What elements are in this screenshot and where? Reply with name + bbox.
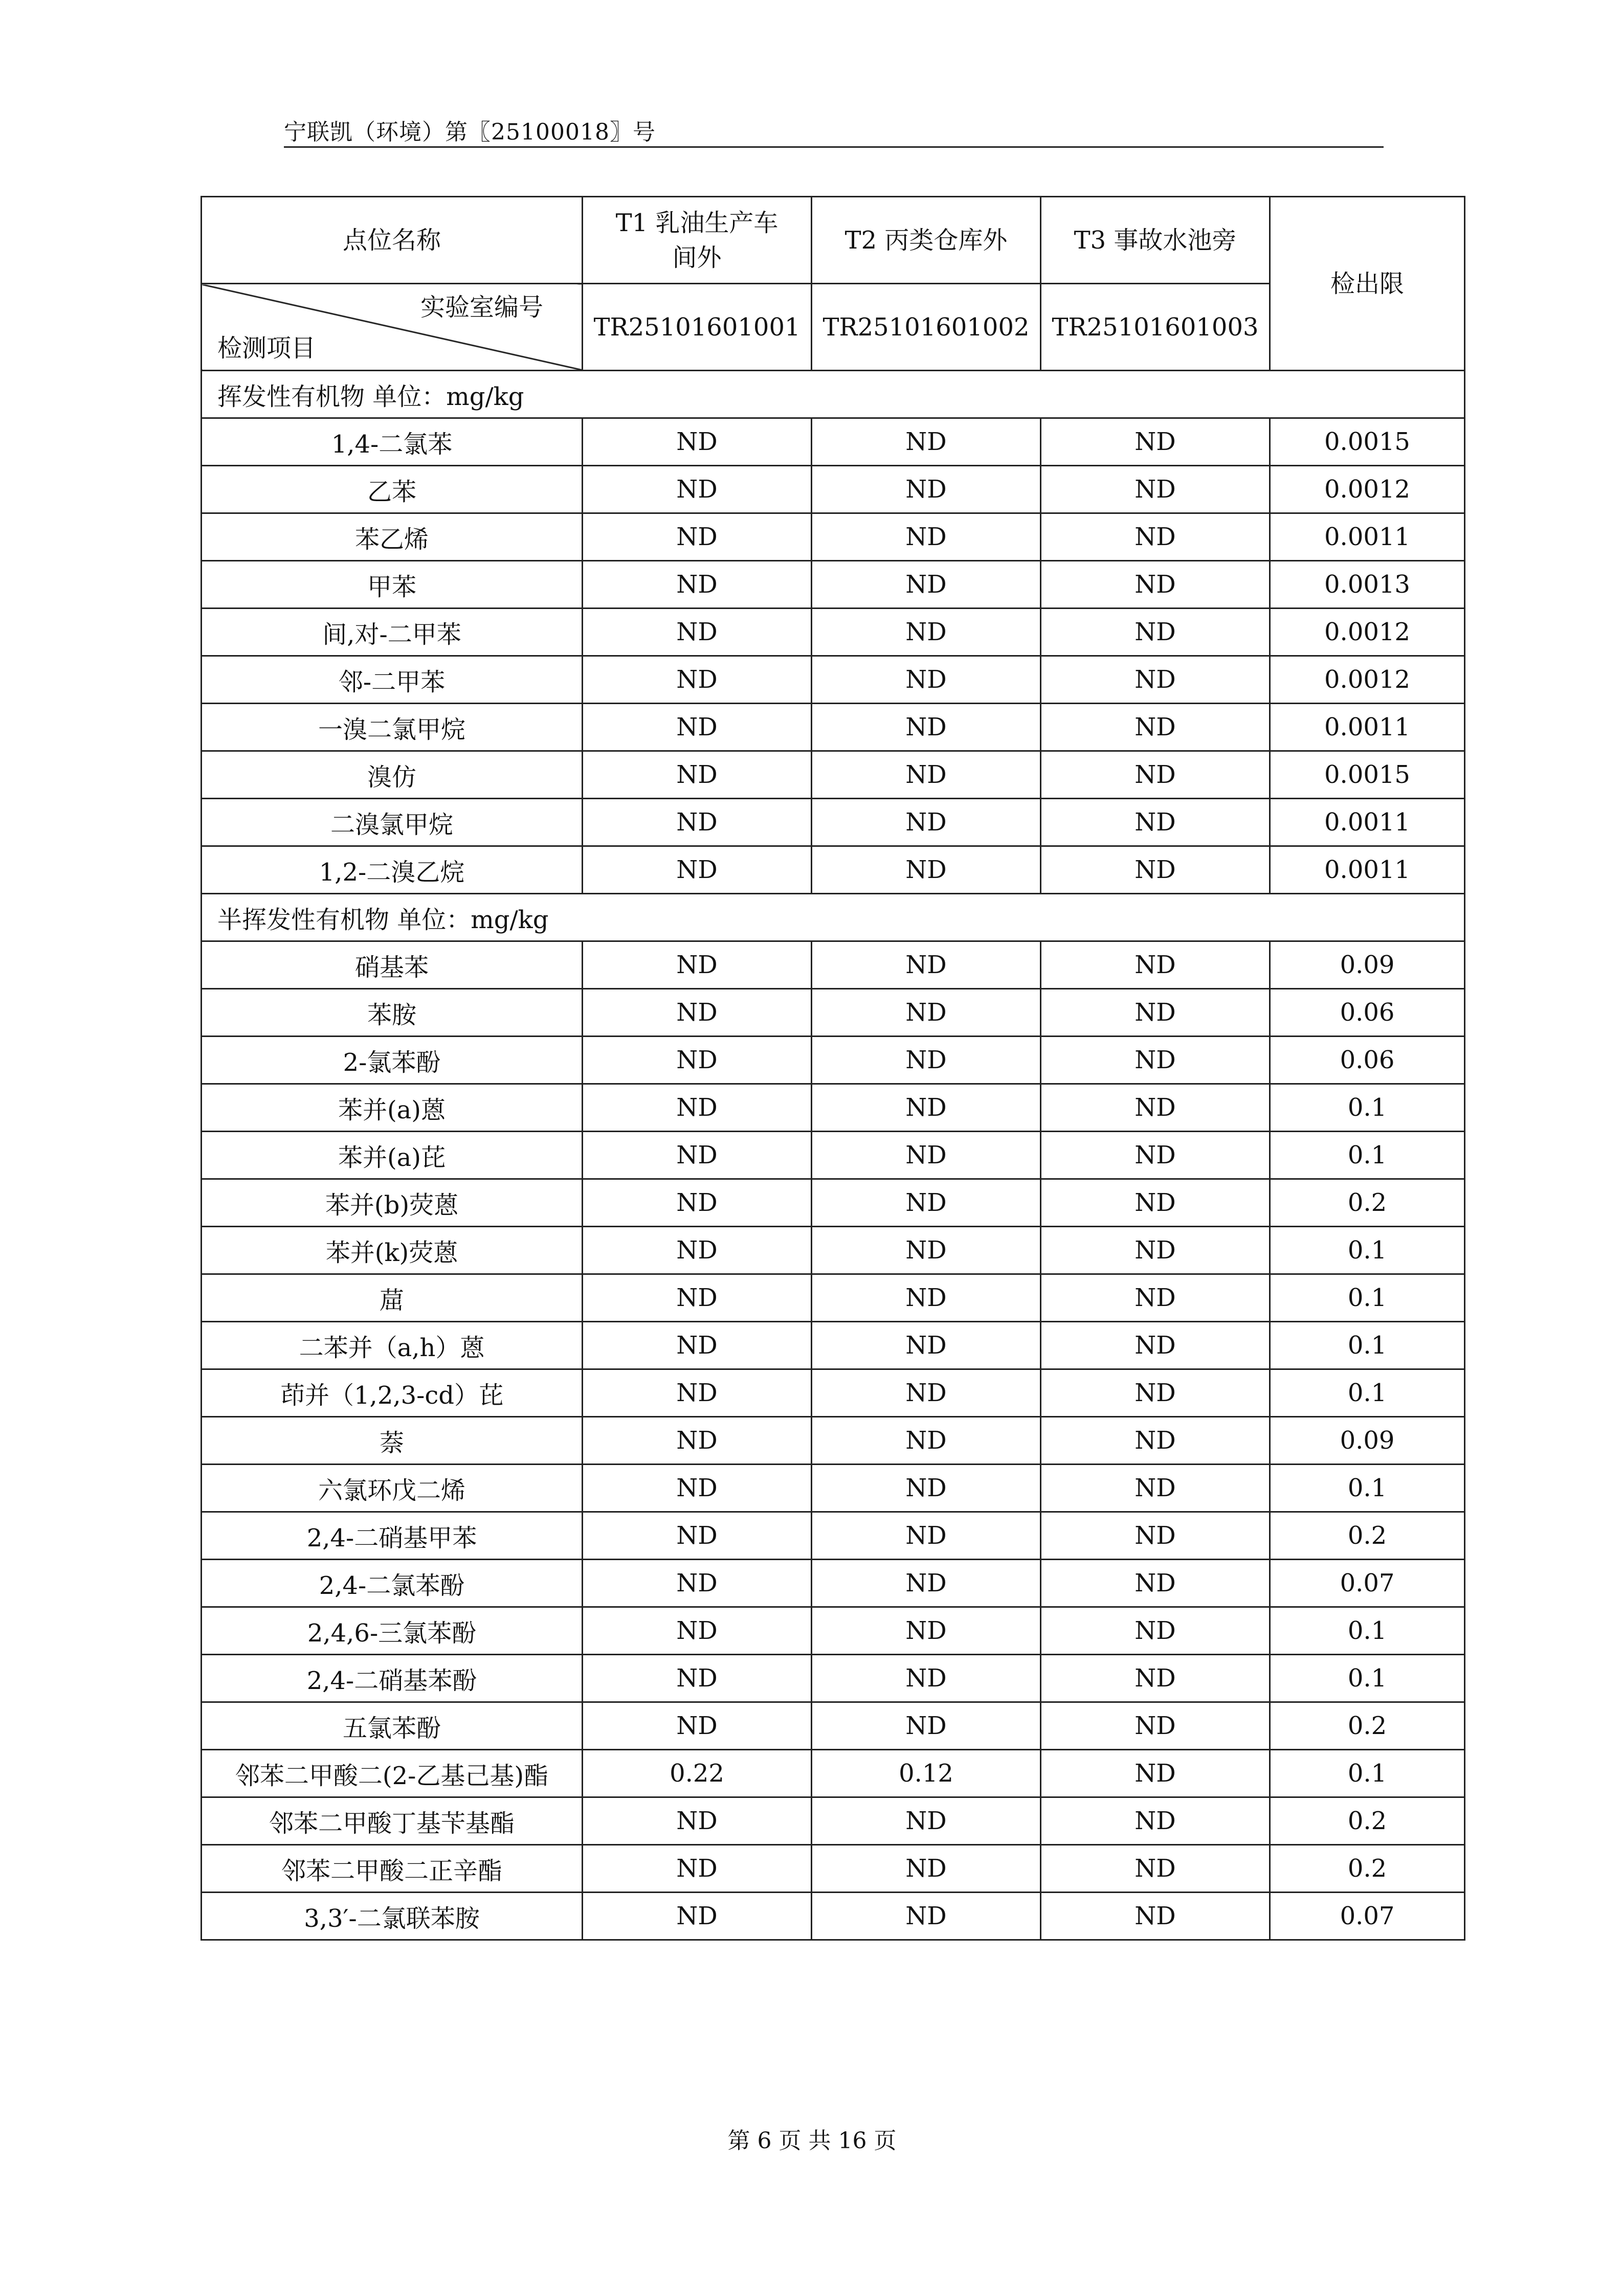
item-name-cell: 2,4-二硝基甲苯 — [202, 1512, 583, 1560]
detection-limit-cell: 0.06 — [1270, 1037, 1465, 1084]
section-semivolatile-title: 半挥发性有机物 单位：mg/kg — [202, 894, 1465, 941]
section-volatile-title-row — [202, 371, 1465, 418]
t3-result-cell: ND — [1041, 1607, 1270, 1655]
t3-result-cell: ND — [1041, 846, 1270, 894]
t1-result-cell: ND — [583, 609, 812, 656]
item-name-cell: 3,3′-二氯联苯胺 — [202, 1893, 583, 1940]
t3-result-cell: ND — [1041, 1845, 1270, 1893]
t2-result-cell: ND — [812, 1322, 1041, 1369]
t3-result-cell: ND — [1041, 1322, 1270, 1369]
table-row — [202, 1702, 1465, 1750]
t2-result-cell: ND — [812, 1702, 1041, 1750]
detection-limit-cell: 0.06 — [1270, 989, 1465, 1037]
t3-result-cell: ND — [1041, 751, 1270, 799]
t2-result-cell: ND — [812, 1845, 1041, 1893]
detection-limit-cell: 0.2 — [1270, 1179, 1465, 1227]
lab-id-t2: TR25101601002 — [812, 284, 1041, 371]
detection-limit-cell: 0.0012 — [1270, 609, 1465, 656]
t3-result-cell: ND — [1041, 418, 1270, 466]
section-volatile-title: 挥发性有机物 单位：mg/kg — [202, 371, 1465, 418]
t1-result-cell: ND — [583, 1655, 812, 1702]
t3-result-cell: ND — [1041, 1512, 1270, 1560]
t1-result-cell: ND — [583, 1797, 812, 1845]
t2-result-cell: ND — [812, 466, 1041, 513]
detection-limit-cell: 0.0011 — [1270, 846, 1465, 894]
item-name-cell: 苯乙烯 — [202, 513, 583, 561]
item-name-cell: 六氯环戊二烯 — [202, 1465, 583, 1512]
t2-result-cell: ND — [812, 1037, 1041, 1084]
item-name-cell: 2,4,6-三氯苯酚 — [202, 1607, 583, 1655]
t1-result-cell: ND — [583, 1512, 812, 1560]
detection-limit-cell: 0.2 — [1270, 1512, 1465, 1560]
t1-result-cell: ND — [583, 561, 812, 609]
t1-result-cell: ND — [583, 1322, 812, 1369]
column-header-t1-line2: 间外 — [672, 243, 722, 272]
item-name-cell: 1,2-二溴乙烷 — [202, 846, 583, 894]
t3-result-cell: ND — [1041, 704, 1270, 751]
detection-limit-cell: 0.2 — [1270, 1702, 1465, 1750]
detection-limit-cell: 0.0013 — [1270, 561, 1465, 609]
table-row — [202, 704, 1465, 751]
t2-result-cell: ND — [812, 1560, 1041, 1607]
detection-limit-cell: 0.2 — [1270, 1797, 1465, 1845]
section-semivolatile-title-row — [202, 894, 1465, 941]
t3-result-cell: ND — [1041, 609, 1270, 656]
t3-result-cell: ND — [1041, 1750, 1270, 1797]
t3-result-cell: ND — [1041, 1465, 1270, 1512]
t1-result-cell: ND — [583, 941, 812, 989]
item-name-cell: 甲苯 — [202, 561, 583, 609]
detection-limit-cell: 0.1 — [1270, 1227, 1465, 1274]
table-row — [202, 466, 1465, 513]
point-name-label: 点位名称 — [202, 197, 583, 284]
t2-result-cell: ND — [812, 1227, 1041, 1274]
t3-result-cell: ND — [1041, 513, 1270, 561]
table-row — [202, 1037, 1465, 1084]
detection-limit-cell: 0.0015 — [1270, 751, 1465, 799]
t2-result-cell: ND — [812, 1893, 1041, 1940]
t1-result-cell: ND — [583, 1084, 812, 1132]
item-name-cell: 邻苯二甲酸二(2-乙基己基)酯 — [202, 1750, 583, 1797]
item-name-cell: 硝基苯 — [202, 941, 583, 989]
limit-header: 检出限 — [1270, 197, 1465, 371]
item-name-cell: 二溴氯甲烷 — [202, 799, 583, 846]
t3-result-cell: ND — [1041, 1037, 1270, 1084]
table-row — [202, 1465, 1465, 1512]
table-row — [202, 1227, 1465, 1274]
item-name-cell: 一溴二氯甲烷 — [202, 704, 583, 751]
detection-limit-cell: 0.1 — [1270, 1465, 1465, 1512]
t3-result-cell: ND — [1041, 1179, 1270, 1227]
table-row — [202, 799, 1465, 846]
detection-limit-cell: 0.1 — [1270, 1369, 1465, 1417]
t3-result-cell: ND — [1041, 466, 1270, 513]
t3-result-cell: ND — [1041, 1132, 1270, 1179]
item-name-cell: 苯并(b)荧蒽 — [202, 1179, 583, 1227]
t1-result-cell: ND — [583, 751, 812, 799]
table-row — [202, 561, 1465, 609]
item-name-cell: 苯并(k)荧蒽 — [202, 1227, 583, 1274]
table-row — [202, 1797, 1465, 1845]
report-number-header: 宁联凯（环境）第〖25100018〗号 — [284, 119, 656, 145]
t1-result-cell: ND — [583, 1417, 812, 1465]
table-row — [202, 1274, 1465, 1322]
t1-result-cell: ND — [583, 704, 812, 751]
t1-result-cell: ND — [583, 466, 812, 513]
t2-result-cell: ND — [812, 1084, 1041, 1132]
detection-limit-cell: 0.1 — [1270, 1655, 1465, 1702]
t3-result-cell: ND — [1041, 1227, 1270, 1274]
t2-result-cell: ND — [812, 1512, 1041, 1560]
table-row — [202, 1512, 1465, 1560]
item-name-cell: 茚并（1,2,3-cd）芘 — [202, 1369, 583, 1417]
header-rule — [284, 146, 1384, 148]
item-name-cell: 邻苯二甲酸丁基苄基酯 — [202, 1797, 583, 1845]
detection-limit-cell: 0.07 — [1270, 1893, 1465, 1940]
t1-result-cell: ND — [583, 1893, 812, 1940]
t2-result-cell: ND — [812, 1465, 1041, 1512]
item-name-cell: 2,4-二氯苯酚 — [202, 1560, 583, 1607]
t1-result-cell: ND — [583, 1465, 812, 1512]
t1-result-cell: ND — [583, 1227, 812, 1274]
item-name-cell: 间,对-二甲苯 — [202, 609, 583, 656]
table-row — [202, 1893, 1465, 1940]
t2-result-cell: ND — [812, 1179, 1041, 1227]
t1-result-cell: ND — [583, 1274, 812, 1322]
t1-result-cell: ND — [583, 513, 812, 561]
item-name-cell: 苯并(a)蒽 — [202, 1084, 583, 1132]
detection-limit-cell: 0.07 — [1270, 1560, 1465, 1607]
t2-result-cell: ND — [812, 561, 1041, 609]
table-row — [202, 1750, 1465, 1797]
detection-limit-cell: 0.0012 — [1270, 656, 1465, 704]
item-name-cell: 溴仿 — [202, 751, 583, 799]
t3-result-cell: ND — [1041, 1369, 1270, 1417]
t1-result-cell: ND — [583, 418, 812, 466]
lab-id-t3: TR25101601003 — [1041, 284, 1270, 371]
t3-result-cell: ND — [1041, 1655, 1270, 1702]
item-name-cell: 苯并(a)芘 — [202, 1132, 583, 1179]
table-row — [202, 656, 1465, 704]
item-name-cell: 二苯并（a,h）蒽 — [202, 1322, 583, 1369]
table-row — [202, 418, 1465, 466]
t3-result-cell: ND — [1041, 1893, 1270, 1940]
header-row-point-names — [202, 197, 1465, 284]
t2-result-cell: ND — [812, 941, 1041, 989]
detection-limit-cell: 0.0011 — [1270, 704, 1465, 751]
detection-limit-cell: 0.1 — [1270, 1084, 1465, 1132]
lab-id-label: 实验室编号 — [420, 293, 543, 322]
t2-result-cell: ND — [812, 1132, 1041, 1179]
t2-result-cell: ND — [812, 513, 1041, 561]
table-row — [202, 1845, 1465, 1893]
t2-result-cell: ND — [812, 1369, 1041, 1417]
table-row — [202, 1607, 1465, 1655]
t3-result-cell: ND — [1041, 1702, 1270, 1750]
detection-limit-cell: 0.1 — [1270, 1607, 1465, 1655]
item-name-cell: 2,4-二硝基苯酚 — [202, 1655, 583, 1702]
item-name-cell: 邻-二甲苯 — [202, 656, 583, 704]
page-number-footer: 第 6 页 共 16 页 — [727, 2128, 897, 2154]
table-row — [202, 1655, 1465, 1702]
t1-result-cell: 0.22 — [583, 1750, 812, 1797]
t3-result-cell: ND — [1041, 941, 1270, 989]
item-name-cell: 萘 — [202, 1417, 583, 1465]
t2-result-cell: 0.12 — [812, 1750, 1041, 1797]
t2-result-cell: ND — [812, 1797, 1041, 1845]
table-row — [202, 751, 1465, 799]
t1-result-cell: ND — [583, 1560, 812, 1607]
detection-limit-cell: 0.1 — [1270, 1274, 1465, 1322]
t2-result-cell: ND — [812, 751, 1041, 799]
item-name-cell: 邻苯二甲酸二正辛酯 — [202, 1845, 583, 1893]
item-name-cell: 2-氯苯酚 — [202, 1037, 583, 1084]
detection-limit-cell: 0.2 — [1270, 1845, 1465, 1893]
t3-result-cell: ND — [1041, 1797, 1270, 1845]
t3-result-cell: ND — [1041, 656, 1270, 704]
table-row — [202, 1417, 1465, 1465]
table-row — [202, 1369, 1465, 1417]
table-row — [202, 1179, 1465, 1227]
column-header-t1 — [583, 197, 812, 284]
diagonal-header-cell — [202, 284, 583, 371]
column-header-t3: T3 事故水池旁 — [1041, 197, 1270, 284]
table-row — [202, 846, 1465, 894]
column-header-t1-line1: T1 乳油生产车 — [615, 208, 778, 237]
column-header-t2: T2 丙类仓库外 — [812, 197, 1041, 284]
t2-result-cell: ND — [812, 989, 1041, 1037]
detection-limit-cell: 0.0015 — [1270, 418, 1465, 466]
table-row — [202, 513, 1465, 561]
t2-result-cell: ND — [812, 656, 1041, 704]
lab-id-t1: TR25101601001 — [583, 284, 812, 371]
detection-limit-cell: 0.0011 — [1270, 799, 1465, 846]
t3-result-cell: ND — [1041, 1274, 1270, 1322]
t1-result-cell: ND — [583, 1037, 812, 1084]
t1-result-cell: ND — [583, 656, 812, 704]
t3-result-cell: ND — [1041, 989, 1270, 1037]
item-name-cell: 1,4-二氯苯 — [202, 418, 583, 466]
t2-result-cell: ND — [812, 704, 1041, 751]
t1-result-cell: ND — [583, 1845, 812, 1893]
t1-result-cell: ND — [583, 1607, 812, 1655]
t1-result-cell: ND — [583, 799, 812, 846]
t2-result-cell: ND — [812, 1607, 1041, 1655]
t1-result-cell: ND — [583, 846, 812, 894]
table-row — [202, 1560, 1465, 1607]
item-name-cell: 乙苯 — [202, 466, 583, 513]
detection-limit-cell: 0.09 — [1270, 1417, 1465, 1465]
table-row — [202, 1322, 1465, 1369]
item-name-cell: 䓛 — [202, 1274, 583, 1322]
detection-limit-cell: 0.1 — [1270, 1132, 1465, 1179]
t1-result-cell: ND — [583, 1702, 812, 1750]
table-row — [202, 989, 1465, 1037]
item-label: 检测项目 — [217, 334, 316, 363]
t3-result-cell: ND — [1041, 1417, 1270, 1465]
t3-result-cell: ND — [1041, 799, 1270, 846]
detection-limit-cell: 0.09 — [1270, 941, 1465, 989]
t1-result-cell: ND — [583, 989, 812, 1037]
results-table — [201, 196, 1465, 1941]
item-name-cell: 苯胺 — [202, 989, 583, 1037]
detection-limit-cell: 0.1 — [1270, 1750, 1465, 1797]
table-row — [202, 941, 1465, 989]
t2-result-cell: ND — [812, 1655, 1041, 1702]
table-row — [202, 1132, 1465, 1179]
t3-result-cell: ND — [1041, 1084, 1270, 1132]
item-name-cell: 五氯苯酚 — [202, 1702, 583, 1750]
detection-limit-cell: 0.0011 — [1270, 513, 1465, 561]
t2-result-cell: ND — [812, 1274, 1041, 1322]
t1-result-cell: ND — [583, 1132, 812, 1179]
t3-result-cell: ND — [1041, 561, 1270, 609]
detection-limit-cell: 0.0012 — [1270, 466, 1465, 513]
t2-result-cell: ND — [812, 1417, 1041, 1465]
t2-result-cell: ND — [812, 418, 1041, 466]
detection-limit-cell: 0.1 — [1270, 1322, 1465, 1369]
table-row — [202, 609, 1465, 656]
t3-result-cell: ND — [1041, 1560, 1270, 1607]
t1-result-cell: ND — [583, 1179, 812, 1227]
t2-result-cell: ND — [812, 846, 1041, 894]
table-row — [202, 1084, 1465, 1132]
t1-result-cell: ND — [583, 1369, 812, 1417]
t2-result-cell: ND — [812, 609, 1041, 656]
t2-result-cell: ND — [812, 799, 1041, 846]
